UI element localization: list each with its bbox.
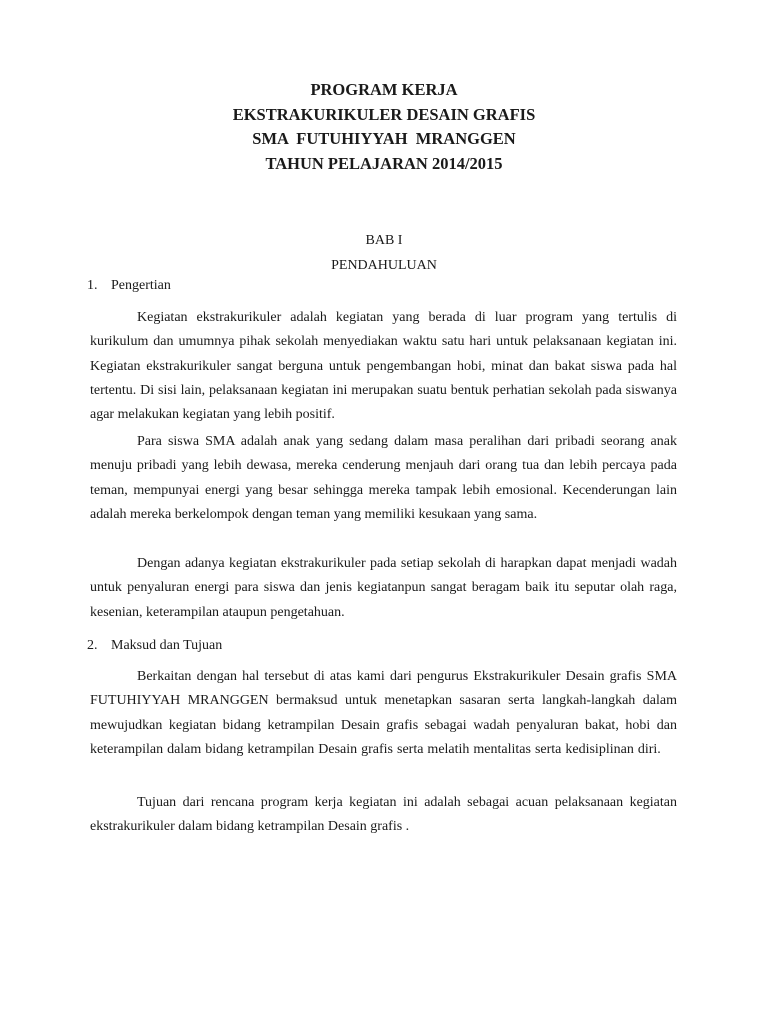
section-title: Maksud dan Tujuan	[111, 638, 223, 653]
title-line-3: SMA FUTUHIYYAH MRANGGEN	[252, 129, 516, 148]
chapter-name: PENDAHULUAN	[331, 258, 437, 273]
title-line-2: EKSTRAKURIKULER DESAIN GRAFIS	[232, 104, 536, 124]
section-number: 2.	[87, 638, 98, 653]
section-number: 1.	[87, 278, 98, 293]
paragraph-maksud: Berkaitan dengan hal tersebut di atas kami dari pengurus Ekstrakurikuler Desain grafis SMA FUTUHIYYAH MRANGGEN bermaksud untuk menetapkan sasaran serta langkah-langkah dalam mewujudkan kegiatan bidang ketrampilan Desain grafis sebagai wadah penyaluran bakat, hobi dan keterampilan dalam bidang ketrampilan Desain grafis serta melatih mentalitas serta kedisiplinan diri.	[90, 669, 677, 757]
section-title: Pengertian	[111, 278, 171, 293]
document-title	[0, 78, 768, 176]
paragraph-pengertian-3: Dengan adanya kegiatan ekstrakurikuler pada setiap sekolah di harapkan dapat menjadi wadah untuk penyaluran energi para siswa dan jenis kegiatanpun sangat beragam baik itu seputar olah raga, kesenian, keterampilan ataupun pengetahuan.	[90, 556, 677, 620]
chapter-heading	[0, 228, 768, 278]
chapter-number: BAB I	[365, 233, 403, 248]
section-heading-pengertian	[87, 276, 171, 296]
paragraph-pengertian-2: Para siswa SMA adalah anak yang sedang dalam masa peralihan dari pribadi seorang anak menuju pribadi yang lebih dewasa, mereka cenderung menjauh dari orang tua dan lebih percaya pada teman, mempunyai energi yang besar sehingga mereka tampak lebih emosional. Kecenderungan lain adalah mereka berkelompok dengan teman yang memiliki kesukaan yang sama.	[90, 434, 677, 522]
title-line-1: PROGRAM KERJA	[310, 80, 458, 99]
paragraph-tujuan: Tujuan dari rencana program kerja kegiatan ini adalah sebagai acuan pelaksanaan kegiatan ekstrakurikuler dalam bidang ketrampilan Desain grafis .	[90, 795, 677, 835]
paragraph-pengertian-1: Kegiatan ekstrakurikuler adalah kegiatan yang berada di luar program yang tertulis di kurikulum dan umumnya pihak sekolah menyediakan waktu satu hari untuk pelaksanaan kegiatan ini. Kegiatan ekstrakurikuler sangat berguna untuk pengembangan hobi, minat dan bakat siswa pada hal tertentu. Di sisi lain, pelaksanaan kegiatan ini merupakan suatu bentuk perhatian sekolah pada siswanya agar melakukan kegiatan yang lebih positif.	[90, 310, 677, 423]
title-line-4: TAHUN PELAJARAN 2014/2015	[265, 153, 503, 173]
section-heading-maksud-tujuan	[87, 636, 222, 656]
